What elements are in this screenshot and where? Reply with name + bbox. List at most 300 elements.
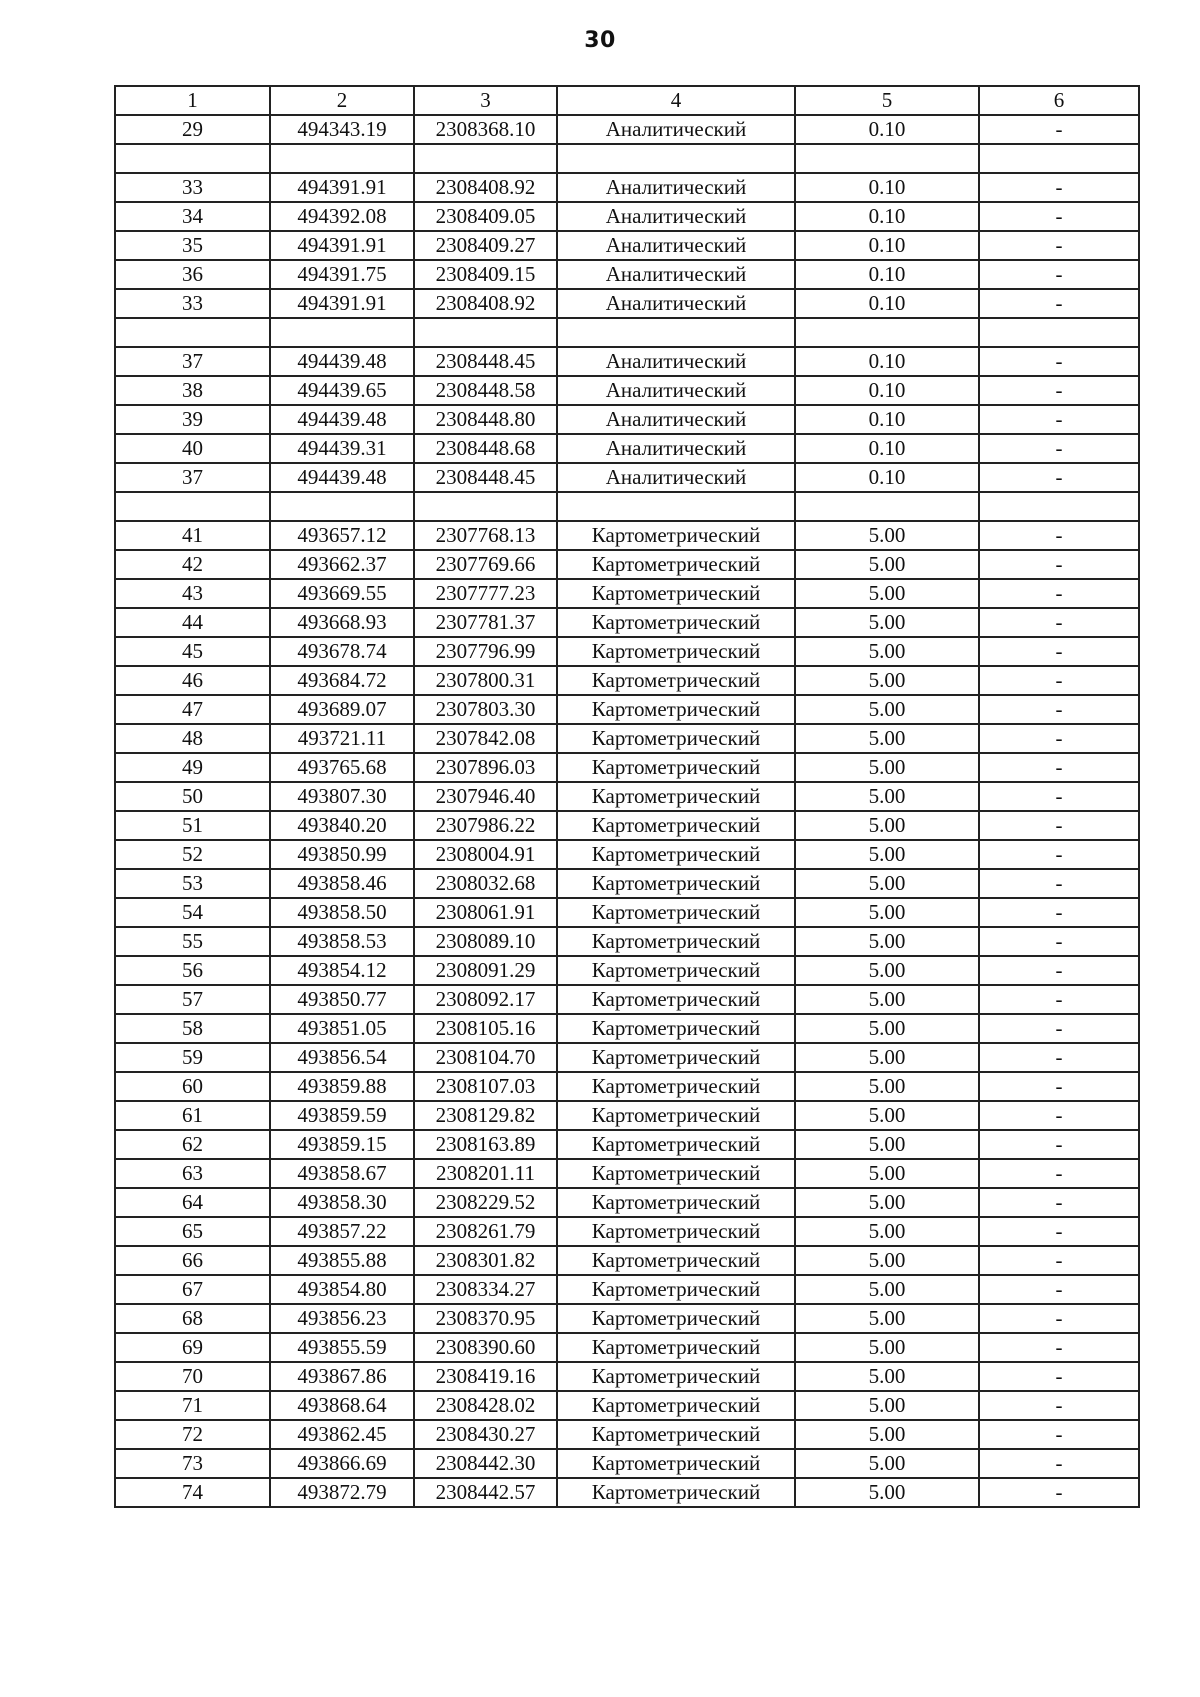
- cell-note: -: [979, 637, 1139, 666]
- cell-point-number: 58: [115, 1014, 270, 1043]
- cell-x-coordinate: 493872.79: [270, 1478, 414, 1507]
- header-cell-point-number: 1: [115, 86, 270, 115]
- cell-y-coordinate: 2307842.08: [414, 724, 557, 753]
- cell-note: -: [979, 231, 1139, 260]
- table-row: [115, 1333, 1139, 1362]
- cell-x-coordinate: [270, 492, 414, 521]
- table-row: [115, 1101, 1139, 1130]
- cell-x-coordinate: 493850.77: [270, 985, 414, 1014]
- cell-y-coordinate: [414, 492, 557, 521]
- cell-method: Картометрический: [557, 1362, 795, 1391]
- cell-x-coordinate: 493807.30: [270, 782, 414, 811]
- cell-note: -: [979, 376, 1139, 405]
- cell-note: -: [979, 1362, 1139, 1391]
- cell-note: -: [979, 260, 1139, 289]
- cell-method: [557, 318, 795, 347]
- cell-method: Картометрический: [557, 753, 795, 782]
- cell-x-coordinate: 493662.37: [270, 550, 414, 579]
- cell-accuracy: 0.10: [795, 202, 979, 231]
- cell-point-number: 43: [115, 579, 270, 608]
- cell-y-coordinate: 2307896.03: [414, 753, 557, 782]
- cell-accuracy: 0.10: [795, 434, 979, 463]
- cell-point-number: 46: [115, 666, 270, 695]
- cell-y-coordinate: [414, 144, 557, 173]
- cell-y-coordinate: 2308004.91: [414, 840, 557, 869]
- cell-accuracy: 0.10: [795, 463, 979, 492]
- table-row: [115, 869, 1139, 898]
- cell-x-coordinate: 493859.88: [270, 1072, 414, 1101]
- cell-x-coordinate: 494439.48: [270, 463, 414, 492]
- cell-method: Картометрический: [557, 840, 795, 869]
- cell-y-coordinate: 2308419.16: [414, 1362, 557, 1391]
- cell-x-coordinate: 493858.30: [270, 1188, 414, 1217]
- cell-note: -: [979, 1159, 1139, 1188]
- table-row: [115, 463, 1139, 492]
- cell-method: Аналитический: [557, 463, 795, 492]
- cell-method: Аналитический: [557, 202, 795, 231]
- table-row: [115, 898, 1139, 927]
- cell-y-coordinate: 2308129.82: [414, 1101, 557, 1130]
- cell-point-number: 63: [115, 1159, 270, 1188]
- cell-point-number: 45: [115, 637, 270, 666]
- cell-accuracy: 0.10: [795, 260, 979, 289]
- cell-y-coordinate: 2308448.80: [414, 405, 557, 434]
- cell-accuracy: [795, 492, 979, 521]
- cell-note: -: [979, 753, 1139, 782]
- cell-x-coordinate: 493854.12: [270, 956, 414, 985]
- cell-note: -: [979, 579, 1139, 608]
- table-row: [115, 347, 1139, 376]
- cell-note: -: [979, 927, 1139, 956]
- cell-method: Картометрический: [557, 1159, 795, 1188]
- cell-x-coordinate: 493868.64: [270, 1391, 414, 1420]
- table-row: [115, 202, 1139, 231]
- cell-point-number: 35: [115, 231, 270, 260]
- cell-y-coordinate: 2307768.13: [414, 521, 557, 550]
- cell-accuracy: 5.00: [795, 1217, 979, 1246]
- cell-x-coordinate: 493851.05: [270, 1014, 414, 1043]
- cell-method: [557, 144, 795, 173]
- cell-method: Картометрический: [557, 927, 795, 956]
- cell-note: -: [979, 1449, 1139, 1478]
- cell-method: Картометрический: [557, 579, 795, 608]
- cell-point-number: [115, 492, 270, 521]
- cell-note: -: [979, 289, 1139, 318]
- cell-note: -: [979, 173, 1139, 202]
- cell-method: Картометрический: [557, 1101, 795, 1130]
- cell-note: -: [979, 463, 1139, 492]
- table-row: [115, 1217, 1139, 1246]
- cell-y-coordinate: 2308409.15: [414, 260, 557, 289]
- cell-x-coordinate: [270, 318, 414, 347]
- cell-point-number: 68: [115, 1304, 270, 1333]
- table-row: [115, 637, 1139, 666]
- cell-x-coordinate: 493721.11: [270, 724, 414, 753]
- cell-x-coordinate: 493859.15: [270, 1130, 414, 1159]
- cell-accuracy: 5.00: [795, 985, 979, 1014]
- cell-note: -: [979, 1043, 1139, 1072]
- cell-note: -: [979, 115, 1139, 144]
- table-row: [115, 782, 1139, 811]
- cell-point-number: 69: [115, 1333, 270, 1362]
- table-row: [115, 550, 1139, 579]
- header-cell-method: 4: [557, 86, 795, 115]
- cell-y-coordinate: 2308428.02: [414, 1391, 557, 1420]
- cell-y-coordinate: 2307803.30: [414, 695, 557, 724]
- cell-x-coordinate: 494391.91: [270, 173, 414, 202]
- header-cell-accuracy: 5: [795, 86, 979, 115]
- cell-note: -: [979, 1304, 1139, 1333]
- cell-x-coordinate: 494439.65: [270, 376, 414, 405]
- cell-point-number: 54: [115, 898, 270, 927]
- cell-point-number: [115, 144, 270, 173]
- cell-method: Картометрический: [557, 666, 795, 695]
- cell-y-coordinate: 2308370.95: [414, 1304, 557, 1333]
- cell-method: Картометрический: [557, 898, 795, 927]
- cell-x-coordinate: 493862.45: [270, 1420, 414, 1449]
- cell-point-number: 72: [115, 1420, 270, 1449]
- coordinates-table: [114, 85, 1140, 1508]
- cell-x-coordinate: 493867.86: [270, 1362, 414, 1391]
- cell-y-coordinate: 2308430.27: [414, 1420, 557, 1449]
- cell-method: Картометрический: [557, 1333, 795, 1362]
- table-row: [115, 1246, 1139, 1275]
- table-row: [115, 376, 1139, 405]
- cell-accuracy: 5.00: [795, 1420, 979, 1449]
- cell-note: -: [979, 985, 1139, 1014]
- cell-accuracy: 5.00: [795, 695, 979, 724]
- table-row-separator: [115, 492, 1139, 521]
- cell-accuracy: 5.00: [795, 869, 979, 898]
- cell-accuracy: 5.00: [795, 840, 979, 869]
- cell-accuracy: 0.10: [795, 289, 979, 318]
- cell-point-number: 73: [115, 1449, 270, 1478]
- cell-note: -: [979, 1246, 1139, 1275]
- cell-x-coordinate: 494391.91: [270, 231, 414, 260]
- cell-x-coordinate: 493689.07: [270, 695, 414, 724]
- cell-point-number: 40: [115, 434, 270, 463]
- table-row: [115, 956, 1139, 985]
- cell-method: Картометрический: [557, 782, 795, 811]
- cell-x-coordinate: 493858.50: [270, 898, 414, 927]
- cell-note: [979, 318, 1139, 347]
- cell-method: Аналитический: [557, 376, 795, 405]
- table-row: [115, 173, 1139, 202]
- cell-accuracy: 5.00: [795, 1391, 979, 1420]
- cell-point-number: 37: [115, 347, 270, 376]
- table-row: [115, 260, 1139, 289]
- table-body: [115, 86, 1139, 1507]
- cell-method: Картометрический: [557, 1420, 795, 1449]
- cell-accuracy: 5.00: [795, 1014, 979, 1043]
- table-row: [115, 115, 1139, 144]
- cell-accuracy: 5.00: [795, 1101, 979, 1130]
- table-row: [115, 811, 1139, 840]
- cell-point-number: 51: [115, 811, 270, 840]
- cell-method: Аналитический: [557, 347, 795, 376]
- cell-x-coordinate: 493678.74: [270, 637, 414, 666]
- cell-y-coordinate: 2307800.31: [414, 666, 557, 695]
- cell-point-number: 39: [115, 405, 270, 434]
- cell-accuracy: 5.00: [795, 1333, 979, 1362]
- cell-note: -: [979, 898, 1139, 927]
- cell-note: -: [979, 869, 1139, 898]
- cell-x-coordinate: 493840.20: [270, 811, 414, 840]
- cell-y-coordinate: 2308089.10: [414, 927, 557, 956]
- cell-y-coordinate: 2308032.68: [414, 869, 557, 898]
- cell-method: Картометрический: [557, 550, 795, 579]
- cell-x-coordinate: 493858.53: [270, 927, 414, 956]
- cell-accuracy: 5.00: [795, 1188, 979, 1217]
- cell-y-coordinate: 2307986.22: [414, 811, 557, 840]
- cell-note: -: [979, 695, 1139, 724]
- table-row: [115, 695, 1139, 724]
- cell-accuracy: 5.00: [795, 1449, 979, 1478]
- cell-accuracy: 5.00: [795, 1072, 979, 1101]
- cell-note: -: [979, 405, 1139, 434]
- cell-note: -: [979, 1217, 1139, 1246]
- cell-accuracy: 5.00: [795, 898, 979, 927]
- cell-note: -: [979, 1130, 1139, 1159]
- cell-x-coordinate: 493858.46: [270, 869, 414, 898]
- cell-point-number: 50: [115, 782, 270, 811]
- cell-point-number: 41: [115, 521, 270, 550]
- cell-accuracy: 5.00: [795, 927, 979, 956]
- cell-method: Аналитический: [557, 434, 795, 463]
- cell-y-coordinate: 2307796.99: [414, 637, 557, 666]
- coordinates-table-container: [114, 85, 1138, 1508]
- cell-y-coordinate: 2308092.17: [414, 985, 557, 1014]
- cell-point-number: 47: [115, 695, 270, 724]
- cell-point-number: 52: [115, 840, 270, 869]
- cell-y-coordinate: 2308448.45: [414, 463, 557, 492]
- cell-note: -: [979, 782, 1139, 811]
- cell-y-coordinate: 2308104.70: [414, 1043, 557, 1072]
- table-row: [115, 666, 1139, 695]
- cell-method: Картометрический: [557, 1188, 795, 1217]
- cell-x-coordinate: 493657.12: [270, 521, 414, 550]
- cell-accuracy: 0.10: [795, 347, 979, 376]
- cell-method: Картометрический: [557, 608, 795, 637]
- cell-accuracy: 5.00: [795, 550, 979, 579]
- cell-point-number: 74: [115, 1478, 270, 1507]
- cell-method: Картометрический: [557, 1217, 795, 1246]
- cell-accuracy: 5.00: [795, 1275, 979, 1304]
- cell-note: -: [979, 724, 1139, 753]
- cell-method: Картометрический: [557, 1130, 795, 1159]
- cell-y-coordinate: 2308448.45: [414, 347, 557, 376]
- cell-method: Аналитический: [557, 405, 795, 434]
- cell-accuracy: 5.00: [795, 1304, 979, 1333]
- cell-point-number: 64: [115, 1188, 270, 1217]
- cell-note: -: [979, 1188, 1139, 1217]
- table-row: [115, 724, 1139, 753]
- cell-point-number: 59: [115, 1043, 270, 1072]
- cell-accuracy: 5.00: [795, 1130, 979, 1159]
- table-row-separator: [115, 318, 1139, 347]
- cell-method: Картометрический: [557, 637, 795, 666]
- cell-point-number: 70: [115, 1362, 270, 1391]
- cell-point-number: 42: [115, 550, 270, 579]
- cell-accuracy: [795, 318, 979, 347]
- cell-method: Картометрический: [557, 1014, 795, 1043]
- cell-method: Картометрический: [557, 1275, 795, 1304]
- cell-y-coordinate: 2307769.66: [414, 550, 557, 579]
- cell-y-coordinate: 2308091.29: [414, 956, 557, 985]
- cell-point-number: 53: [115, 869, 270, 898]
- cell-note: [979, 492, 1139, 521]
- table-row: [115, 1304, 1139, 1333]
- cell-method: Картометрический: [557, 1478, 795, 1507]
- cell-y-coordinate: 2307777.23: [414, 579, 557, 608]
- cell-x-coordinate: 493858.67: [270, 1159, 414, 1188]
- cell-method: Картометрический: [557, 1246, 795, 1275]
- cell-y-coordinate: 2308163.89: [414, 1130, 557, 1159]
- cell-point-number: 49: [115, 753, 270, 782]
- cell-y-coordinate: 2308448.58: [414, 376, 557, 405]
- cell-y-coordinate: 2308107.03: [414, 1072, 557, 1101]
- cell-x-coordinate: 493857.22: [270, 1217, 414, 1246]
- cell-y-coordinate: 2308301.82: [414, 1246, 557, 1275]
- table-row: [115, 1391, 1139, 1420]
- cell-method: Картометрический: [557, 1072, 795, 1101]
- cell-method: Картометрический: [557, 985, 795, 1014]
- cell-note: -: [979, 521, 1139, 550]
- cell-x-coordinate: [270, 144, 414, 173]
- table-row: [115, 1449, 1139, 1478]
- cell-method: Картометрический: [557, 811, 795, 840]
- cell-point-number: 56: [115, 956, 270, 985]
- table-row: [115, 927, 1139, 956]
- cell-y-coordinate: 2307781.37: [414, 608, 557, 637]
- cell-y-coordinate: 2307946.40: [414, 782, 557, 811]
- cell-accuracy: 0.10: [795, 173, 979, 202]
- cell-x-coordinate: 494343.19: [270, 115, 414, 144]
- cell-note: -: [979, 1333, 1139, 1362]
- cell-point-number: 71: [115, 1391, 270, 1420]
- table-row: [115, 1043, 1139, 1072]
- cell-note: -: [979, 1072, 1139, 1101]
- cell-accuracy: 5.00: [795, 666, 979, 695]
- cell-accuracy: 0.10: [795, 115, 979, 144]
- cell-accuracy: 5.00: [795, 521, 979, 550]
- table-row: [115, 840, 1139, 869]
- table-row: [115, 1072, 1139, 1101]
- cell-point-number: 48: [115, 724, 270, 753]
- cell-x-coordinate: 494391.75: [270, 260, 414, 289]
- cell-accuracy: 5.00: [795, 637, 979, 666]
- table-row: [115, 1362, 1139, 1391]
- cell-y-coordinate: 2308408.92: [414, 289, 557, 318]
- cell-point-number: 29: [115, 115, 270, 144]
- cell-point-number: 66: [115, 1246, 270, 1275]
- cell-method: Картометрический: [557, 1043, 795, 1072]
- cell-method: [557, 492, 795, 521]
- cell-method: Аналитический: [557, 115, 795, 144]
- cell-x-coordinate: 493866.69: [270, 1449, 414, 1478]
- header-cell-y-coordinate: 3: [414, 86, 557, 115]
- cell-accuracy: 5.00: [795, 608, 979, 637]
- table-row: [115, 231, 1139, 260]
- cell-note: -: [979, 434, 1139, 463]
- cell-note: -: [979, 1391, 1139, 1420]
- cell-note: -: [979, 608, 1139, 637]
- cell-method: Картометрический: [557, 695, 795, 724]
- cell-accuracy: 5.00: [795, 956, 979, 985]
- cell-x-coordinate: 493669.55: [270, 579, 414, 608]
- cell-note: [979, 144, 1139, 173]
- cell-point-number: 57: [115, 985, 270, 1014]
- cell-y-coordinate: 2308442.30: [414, 1449, 557, 1478]
- cell-accuracy: 5.00: [795, 1246, 979, 1275]
- cell-accuracy: 5.00: [795, 1478, 979, 1507]
- cell-accuracy: 5.00: [795, 1362, 979, 1391]
- cell-x-coordinate: 494439.31: [270, 434, 414, 463]
- cell-y-coordinate: [414, 318, 557, 347]
- cell-x-coordinate: 493859.59: [270, 1101, 414, 1130]
- cell-x-coordinate: 493855.88: [270, 1246, 414, 1275]
- cell-x-coordinate: 494391.91: [270, 289, 414, 318]
- cell-point-number: 36: [115, 260, 270, 289]
- cell-accuracy: 5.00: [795, 1159, 979, 1188]
- cell-note: -: [979, 1420, 1139, 1449]
- cell-point-number: 44: [115, 608, 270, 637]
- cell-x-coordinate: 493855.59: [270, 1333, 414, 1362]
- cell-x-coordinate: 494392.08: [270, 202, 414, 231]
- cell-method: Картометрический: [557, 1304, 795, 1333]
- cell-accuracy: 0.10: [795, 231, 979, 260]
- cell-y-coordinate: 2308390.60: [414, 1333, 557, 1362]
- table-row: [115, 753, 1139, 782]
- cell-y-coordinate: 2308061.91: [414, 898, 557, 927]
- cell-accuracy: 5.00: [795, 1043, 979, 1072]
- cell-point-number: 33: [115, 289, 270, 318]
- table-row: [115, 608, 1139, 637]
- cell-note: -: [979, 1275, 1139, 1304]
- cell-x-coordinate: 493850.99: [270, 840, 414, 869]
- table-row: [115, 1478, 1139, 1507]
- cell-point-number: [115, 318, 270, 347]
- cell-x-coordinate: 493765.68: [270, 753, 414, 782]
- cell-y-coordinate: 2308334.27: [414, 1275, 557, 1304]
- cell-x-coordinate: 494439.48: [270, 405, 414, 434]
- cell-x-coordinate: 493856.54: [270, 1043, 414, 1072]
- cell-note: -: [979, 1014, 1139, 1043]
- table-row: [115, 521, 1139, 550]
- cell-method: Аналитический: [557, 173, 795, 202]
- cell-y-coordinate: 2308409.05: [414, 202, 557, 231]
- cell-point-number: 60: [115, 1072, 270, 1101]
- cell-accuracy: 5.00: [795, 753, 979, 782]
- cell-note: -: [979, 956, 1139, 985]
- table-row: [115, 579, 1139, 608]
- cell-point-number: 61: [115, 1101, 270, 1130]
- cell-point-number: 67: [115, 1275, 270, 1304]
- table-row: [115, 1159, 1139, 1188]
- cell-y-coordinate: 2308448.68: [414, 434, 557, 463]
- cell-note: -: [979, 811, 1139, 840]
- table-row-separator: [115, 144, 1139, 173]
- cell-accuracy: 5.00: [795, 724, 979, 753]
- cell-y-coordinate: 2308442.57: [414, 1478, 557, 1507]
- table-row: [115, 1188, 1139, 1217]
- cell-y-coordinate: 2308229.52: [414, 1188, 557, 1217]
- cell-note: -: [979, 840, 1139, 869]
- table-row: [115, 1275, 1139, 1304]
- cell-point-number: 65: [115, 1217, 270, 1246]
- cell-method: Картометрический: [557, 1391, 795, 1420]
- cell-point-number: 34: [115, 202, 270, 231]
